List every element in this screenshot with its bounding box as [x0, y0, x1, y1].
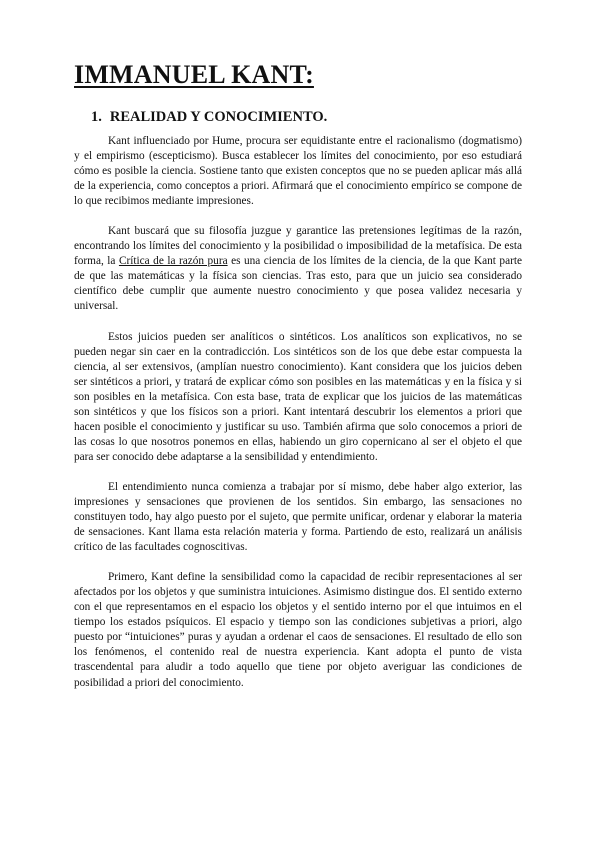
paragraph-2 [74, 224, 522, 314]
section-title: REALIDAD Y CONOCIMIENTO. [109, 109, 328, 125]
paragraph-5: Primero, Kant define la sensibilidad como la capacidad de recibir representaciones al ser afectados por los objetos y que suministra intuiciones. Asimismo distingue dos. El sentido externo con el que representamos en el espacio los objetos y el sentido interno por el que intuimos en el tiempo los estados psíquicos. El espacio y tiempo son las condiciones subjetivas a priori, algo puesto por “intuiciones” puras y ayudan a ordenar el caos de sensaciones. El resultado de ello son los fenómenos, el contenido real de nuestra experiencia. Kant adopta el punto de vista trascendental para aludir a todo aquello que tiene por objeto averiguar las condiciones de posibilidad a priori del conocimiento. [74, 571, 522, 689]
paragraph-2-text-after: es una ciencia de los límites de la ciencia, de la que Kant parte de que las matemáticas y la física son ciencias. Tras esto, para que un juicio sea considerado científico debe cumplir que aumente nuestro conocimiento y que posea validez necesaria y universal. [74, 255, 522, 313]
book-title-link[interactable]: Crítica de la razón pura [118, 255, 228, 268]
paragraph-1: Kant influenciado por Hume, procura ser equidistante entre el racionalismo (dogmatismo) y el empirismo (escepticismo). Busca establecer los límites del conocimiento, por eso estudiará cómo es posible la ciencia. Sostiene tanto que existen conceptos que no se pueden aplicar más allá de la experiencia, como conceptos a priori. Afirmará que el conocimiento empírico se compone de lo que recibimos mediante impresiones. [74, 135, 522, 208]
page-title: IMMANUEL KANT: [74, 60, 314, 89]
section-heading [91, 108, 522, 126]
paragraph-4: El entendimiento nunca comienza a trabajar por sí mismo, debe haber algo exterior, las impresiones y sensaciones que provienen de los sentidos. Sin embargo, las sensaciones no constituyen todo, hay algo puesto por el sujeto, que permite unificar, ordenar y elaborar la materia de sensaciones. Kant llama esta relación materia y forma. Partiendo de esto, realizará un análisis crítico de las facultades cognoscitivas. [74, 480, 522, 554]
paragraph-3: Estos juicios pueden ser analíticos o sintéticos. Los analíticos son explicativos, no se pueden negar sin caer en la contradicción. Los sintéticos son de los que debe estar compuesta la ciencia, al ser extensivos, (amplían nuestro conocimiento). Kant considera que los juicios deben ser sintéticos a priori, y tratará de explicar cómo son posibles en las matemáticas y en la física y si son posibles en la metafísica. Con esta base, trata de explicar que los juicios de las matemáticas son sintéticos y que los físicos son a priori. Kant intentará descubrir los elementos a priori que hacen posible el conocimiento y justificar su uso. También afirma que solo conocemos a priori de las cosas lo que nosotros ponemos en ellas, habiendo un giro copernicano al ser el objeto el que para ser conocido debe adaptarse a la sensibilidad y entendimiento. [74, 330, 522, 463]
paragraph-2-text-before: Kant buscará que su filosofía juzgue y garantice las pretensiones legítimas de la razón, encontrando los límites del conocimiento y la posibilidad o imposibilidad de la metafísica. De esta forma, la [74, 225, 522, 268]
section-number: 1. [91, 109, 102, 125]
